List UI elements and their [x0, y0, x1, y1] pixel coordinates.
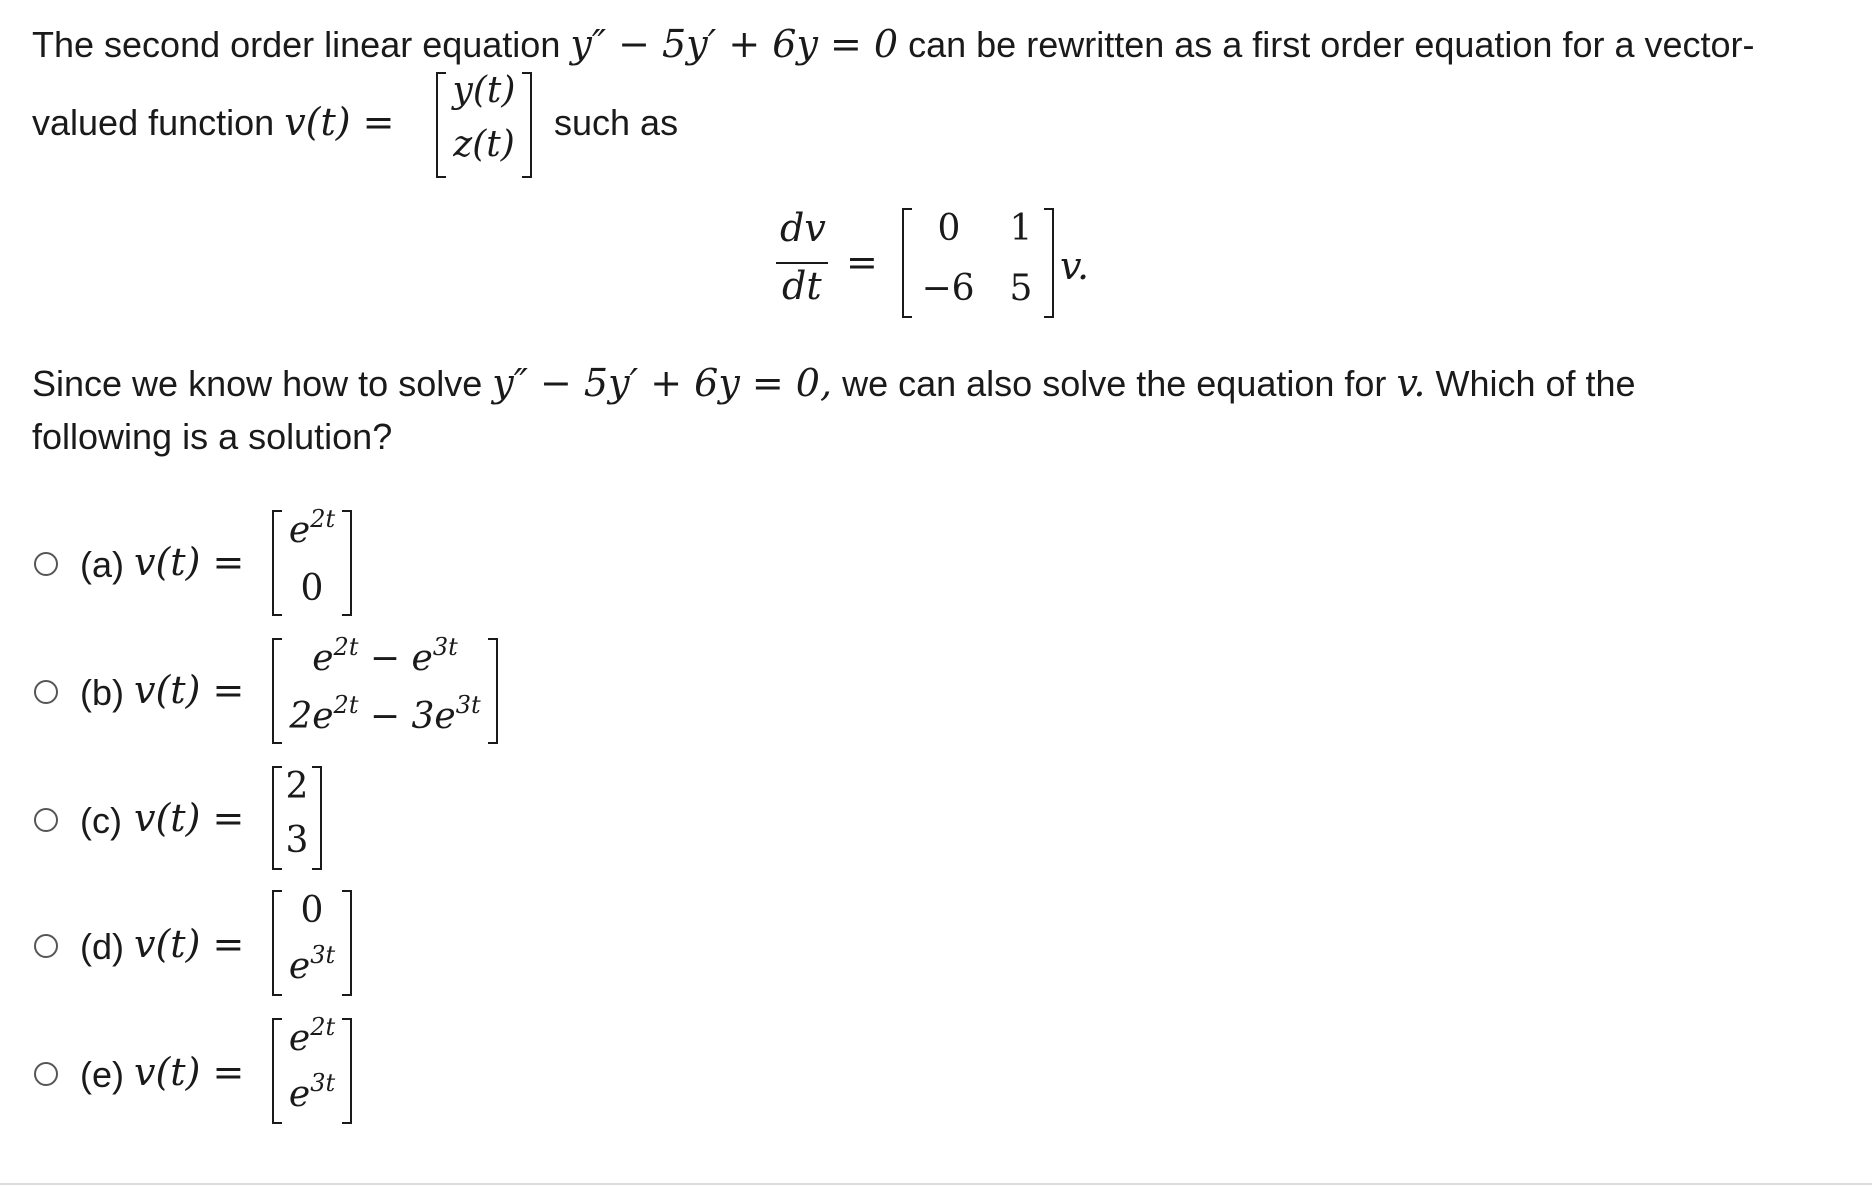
option-c-top-entry: 2	[285, 766, 309, 807]
question-text-1: Since we know how to solve	[32, 363, 493, 404]
question-text-2: we can also solve the equation for	[832, 363, 1397, 404]
vector-z-entry: z(t)	[453, 124, 515, 165]
question-text-3: Which of the	[1425, 363, 1636, 404]
bottom-divider	[0, 1183, 1872, 1185]
option-e-right-bracket	[342, 1018, 352, 1124]
vector-yz	[436, 72, 532, 178]
option-d-vector	[272, 890, 352, 996]
option-b-left-bracket	[272, 638, 282, 744]
option-d-radio[interactable]	[34, 934, 58, 958]
option-d-lhs: v(t) =	[134, 922, 245, 966]
coefficient-matrix-left-bracket	[902, 208, 912, 318]
vector-y-entry: y(t)	[452, 70, 516, 111]
matrix-entry-22: 5	[1009, 268, 1033, 309]
matrix-entry-21: −6	[921, 268, 975, 309]
option-a-right-bracket	[342, 510, 352, 616]
system-numerator: dv	[780, 206, 826, 250]
matrix-entry-11: 0	[937, 208, 961, 249]
option-e-left-bracket	[272, 1018, 282, 1124]
option-b-lhs: v(t) =	[134, 668, 245, 712]
system-equals: =	[846, 240, 878, 284]
option-a-left-bracket	[272, 510, 282, 616]
option-a-vector	[272, 505, 352, 616]
option-b-top-entry: $e^{2t} - e^{3t}$	[312, 633, 458, 679]
option-a-label[interactable]: (a)	[80, 544, 124, 585]
option-b-right-bracket	[488, 638, 498, 744]
option-b-vector	[272, 633, 498, 744]
option-e-vector	[272, 1013, 352, 1124]
matrix-entry-12: 1	[1009, 208, 1033, 249]
option-e-lhs: v(t) =	[134, 1050, 245, 1094]
question-v: v.	[1396, 361, 1426, 405]
intro-text-3: valued function	[32, 102, 285, 143]
option-b-bottom-entry: $2e^{2t} - 3e^{3t}$	[289, 691, 481, 737]
coefficient-matrix	[902, 208, 1054, 318]
option-b-radio[interactable]	[34, 680, 58, 704]
option-d-top-entry: 0	[300, 890, 324, 931]
option-c-bottom-entry: 3	[285, 820, 309, 861]
option-d-left-bracket	[272, 890, 282, 996]
question-line-1	[32, 361, 1636, 405]
intro-v-of-t: v(t) =	[284, 100, 395, 144]
intro-line-1	[32, 22, 1755, 66]
option-a-lhs: v(t) =	[134, 540, 245, 584]
vector-yz-left-bracket	[436, 72, 446, 178]
intro-such-as: such as	[554, 102, 679, 143]
coefficient-matrix-right-bracket	[1044, 208, 1054, 318]
question-equation: y″ − 5y′ + 6y = 0,	[492, 361, 833, 405]
option-c-vector	[272, 766, 322, 870]
option-d-right-bracket	[342, 890, 352, 996]
option-b-label[interactable]: (b)	[80, 672, 124, 713]
option-e-radio[interactable]	[34, 1062, 58, 1086]
option-e-label[interactable]: (e)	[80, 1054, 124, 1095]
option-a-bottom-entry: 0	[300, 568, 324, 609]
intro-equation: y″ − 5y′ + 6y = 0	[570, 22, 899, 66]
option-d-label[interactable]: (d)	[80, 926, 124, 967]
option-c-radio[interactable]	[34, 808, 58, 832]
option-e-top-entry: $e^{2t}$	[288, 1013, 336, 1059]
option-c-lhs: v(t) =	[134, 796, 245, 840]
vector-yz-right-bracket	[522, 72, 532, 178]
question-line-2: following is a solution?	[32, 416, 393, 457]
option-d-bottom-entry: $e^{3t}$	[288, 941, 336, 987]
system-v: v.	[1060, 244, 1090, 288]
option-e-bottom-entry: $e^{3t}$	[288, 1069, 336, 1115]
intro-line-2	[32, 100, 395, 144]
option-a-radio[interactable]	[34, 552, 58, 576]
option-c-label[interactable]: (c)	[80, 800, 122, 841]
system-denominator: dt	[782, 264, 822, 308]
option-a-top-entry: $e^{2t}$	[288, 505, 336, 551]
intro-text-1: The second order linear equation	[32, 24, 571, 65]
intro-text-2: can be rewritten as a first order equation for a vector-	[898, 24, 1755, 65]
